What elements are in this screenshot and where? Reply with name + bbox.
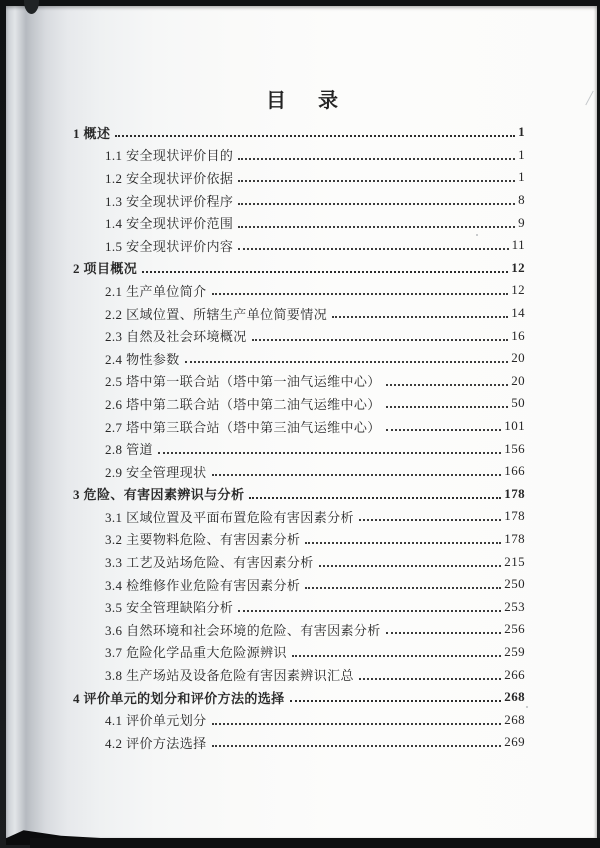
dot-leader <box>212 745 502 747</box>
dot-leader <box>386 384 508 386</box>
dot-leader <box>238 203 515 205</box>
dot-leader <box>290 700 502 702</box>
toc-page-number: 268 <box>504 711 525 727</box>
dot-leader <box>359 678 501 680</box>
dot-leader <box>238 180 515 182</box>
dot-leader <box>386 429 502 431</box>
dot-leader <box>305 587 501 589</box>
toc-entry-label: 2.6 塔中第二联合站（塔中第二油气运维中心） <box>105 396 381 412</box>
toc-entry-label: 4.2 评价方法选择 <box>105 735 207 751</box>
dot-leader <box>212 293 509 295</box>
toc-page-number: 250 <box>504 576 525 592</box>
toc-row <box>73 324 525 347</box>
dot-leader <box>212 474 502 476</box>
toc-page-number: 178 <box>504 485 525 501</box>
toc-page-number: 20 <box>511 350 525 366</box>
toc-entry-label: 2.4 物性参数 <box>105 351 180 367</box>
toc-row <box>73 437 525 460</box>
toc-row <box>73 460 525 483</box>
toc-row <box>73 370 525 393</box>
toc-row <box>73 505 525 528</box>
toc-entry-label: 3.3 工艺及站场危险、有害因素分析 <box>105 555 314 571</box>
scan-speck <box>526 706 528 708</box>
toc-entry-label: 3.6 自然环境和社会环境的危险、有害因素分析 <box>105 622 381 638</box>
dot-leader <box>252 339 508 341</box>
toc-page-number: 1 <box>518 146 525 162</box>
toc-page-number: 215 <box>504 553 525 569</box>
toc-entry-label: 3.2 主要物料危险、有害因素分析 <box>105 532 301 548</box>
toc-entry-label: 3.5 安全管理缺陷分析 <box>105 600 234 616</box>
toc-entry-label: 1.1 安全现状评价目的 <box>105 148 234 164</box>
toc-row <box>73 641 525 664</box>
toc-entry-label: 1.3 安全现状评价程序 <box>105 193 234 209</box>
toc-row <box>73 144 525 167</box>
toc-row <box>73 686 525 709</box>
toc-page-number: 178 <box>504 530 525 546</box>
dot-leader <box>319 565 502 567</box>
toc-row <box>73 415 525 438</box>
dot-leader <box>386 632 502 634</box>
toc-page-number: 268 <box>504 689 525 705</box>
toc-row <box>73 211 525 234</box>
toc-entry-label: 2.3 自然及社会环境概况 <box>105 329 247 345</box>
toc-page-number: 259 <box>504 643 525 659</box>
dot-leader <box>142 271 508 273</box>
toc-entry-label: 1.2 安全现状评价依据 <box>105 170 234 186</box>
scan-bottom-band <box>30 838 600 848</box>
toc-entry-label: 3.4 检维修作业危险有害因素分析 <box>105 577 301 593</box>
page-corner-mark <box>585 91 593 106</box>
toc-page-number: 253 <box>504 598 525 614</box>
toc-entry-label: 1 概述 <box>73 125 111 141</box>
toc-row <box>73 347 525 370</box>
toc-entry-label: 2.1 生产单位简介 <box>105 283 207 299</box>
toc-page-number: 50 <box>511 395 525 411</box>
toc-row <box>73 528 525 551</box>
toc-entry-label: 2.8 管道 <box>105 442 153 458</box>
page-title: 目 录 <box>266 90 344 112</box>
toc-page-number: 1 <box>518 124 525 140</box>
toc-content <box>73 88 525 754</box>
toc-row <box>73 279 525 302</box>
toc-row <box>73 234 525 257</box>
toc-page-number: 101 <box>504 418 525 434</box>
toc-row <box>73 595 525 618</box>
toc-row <box>73 573 525 596</box>
toc-row <box>73 731 525 754</box>
dot-leader <box>249 497 501 499</box>
toc-entry-label: 3 危险、有害因素辨识与分析 <box>73 487 245 503</box>
toc-row <box>73 166 525 189</box>
dot-leader <box>115 135 515 137</box>
dot-leader <box>238 158 515 160</box>
toc-page-number: 12 <box>511 259 525 275</box>
dot-leader <box>238 610 501 612</box>
toc-page-number: 166 <box>504 463 525 479</box>
toc-entry-label: 1.4 安全现状评价范围 <box>105 216 234 232</box>
dot-leader <box>158 452 501 454</box>
toc-row <box>73 257 525 280</box>
dot-leader <box>359 519 501 521</box>
toc-row <box>73 618 525 641</box>
toc-page-number: 178 <box>504 508 525 524</box>
toc-entry-label: 3.1 区域位置及平面布置危险有害因素分析 <box>105 509 354 525</box>
toc-entry-label: 2.2 区域位置、所辖生产单位简要情况 <box>105 306 328 322</box>
toc-list <box>73 121 525 754</box>
toc-page-number: 12 <box>511 282 525 298</box>
toc-entry-label: 2.7 塔中第三联合站（塔中第三油气运维中心） <box>105 419 381 435</box>
toc-page-number: 266 <box>504 666 525 682</box>
toc-page-number: 1 <box>518 169 525 185</box>
toc-page-number: 256 <box>504 621 525 637</box>
toc-row <box>73 708 525 731</box>
toc-entry-label: 2.5 塔中第一联合站（塔中第一油气运维中心） <box>105 374 381 390</box>
toc-row <box>73 550 525 573</box>
dot-leader <box>332 316 508 318</box>
toc-page-number: 11 <box>511 237 525 253</box>
toc-entry-label: 2.9 安全管理现状 <box>105 464 207 480</box>
toc-row <box>73 483 525 506</box>
toc-entry-label: 2 项目概况 <box>73 261 138 277</box>
toc-entry-label: 3.8 生产场站及设备危险有害因素辨识汇总 <box>105 668 354 684</box>
toc-row <box>73 663 525 686</box>
toc-page-number: 20 <box>511 372 525 388</box>
dot-leader <box>238 248 508 250</box>
toc-entry-label: 4 评价单元的划分和评价方法的选择 <box>73 690 285 706</box>
toc-row <box>73 121 525 144</box>
toc-entry-label: 4.1 评价单元划分 <box>105 713 207 729</box>
toc-row <box>73 392 525 415</box>
toc-page-number: 156 <box>504 440 525 456</box>
toc-page-number: 269 <box>504 734 525 750</box>
toc-entry-label: 3.7 危险化学品重大危险源辨识 <box>105 645 287 661</box>
dot-leader <box>386 406 508 408</box>
toc-page-number: 16 <box>511 327 525 343</box>
toc-row <box>73 189 525 212</box>
toc-row <box>73 302 525 325</box>
dot-leader <box>212 723 502 725</box>
toc-page-number: 9 <box>518 214 525 230</box>
dot-leader <box>185 361 508 363</box>
dot-leader <box>292 655 501 657</box>
toc-entry-label: 1.5 安全现状评价内容 <box>105 238 234 254</box>
toc-page-number: 8 <box>518 192 525 208</box>
dot-leader <box>238 226 515 228</box>
dot-leader <box>305 542 501 544</box>
toc-page-number: 14 <box>511 305 525 321</box>
